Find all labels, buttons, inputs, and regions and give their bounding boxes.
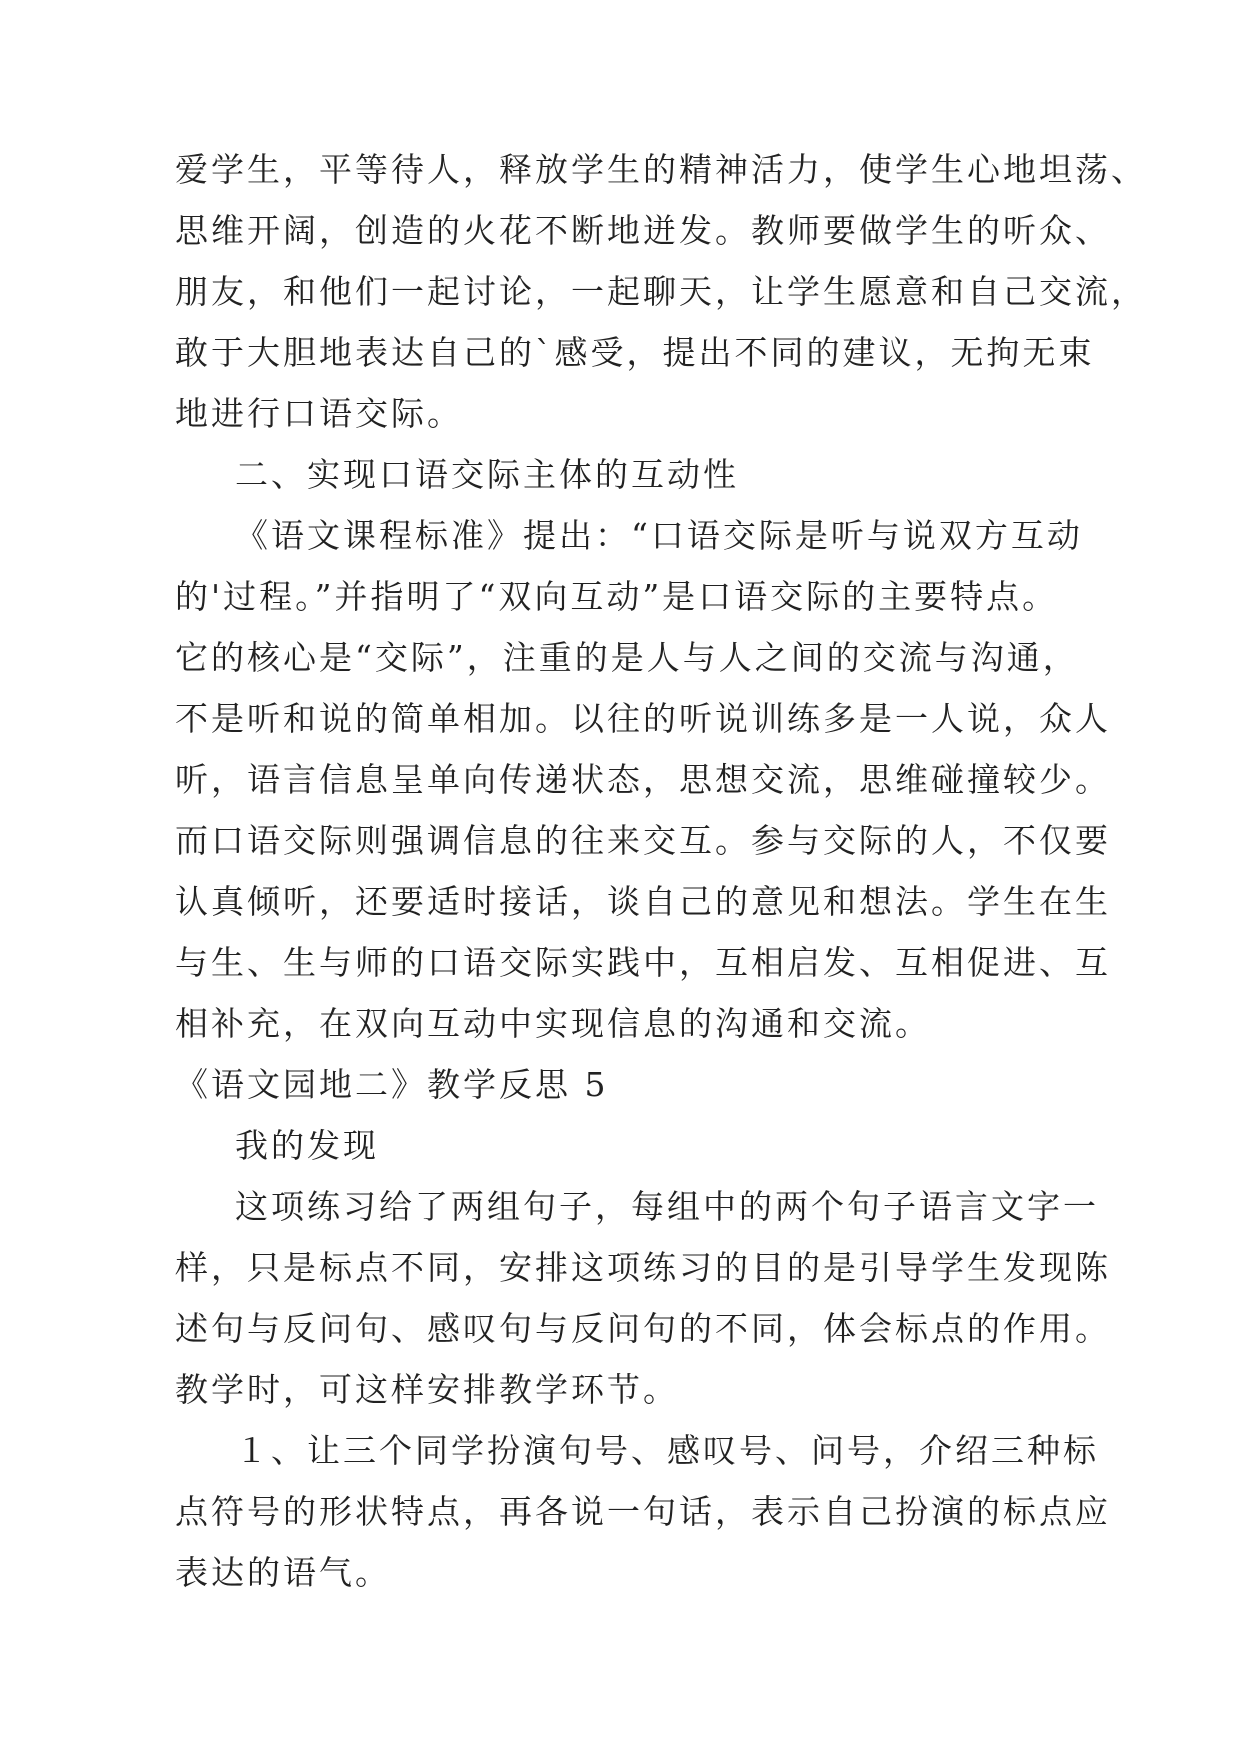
text-line: 点符号的形状特点，再各说一句话，表示自己扮演的标点应: [175, 1492, 1111, 1531]
text-line: 它的核心是“交际”，注重的是人与人之间的交流与沟通，: [175, 638, 1079, 677]
document-title: 《语文园地二》教学反思 5: [175, 1065, 609, 1104]
text-line: 认真倾听，还要适时接话，谈自己的意见和想法。学生在生: [175, 882, 1111, 921]
text-line: 与生、生与师的口语交际实践中，互相启发、互相促进、互: [175, 943, 1111, 982]
text-line: 不是听和说的简单相加。以往的听说训练多是一人说，众人: [175, 699, 1111, 738]
text-line: 敢于大胆地表达自己的`感受，提出不同的建议，无拘无束: [175, 333, 1095, 372]
text-line: １、让三个同学扮演句号、感叹号、问号，介绍三种标: [235, 1431, 1099, 1470]
text-line: 朋友，和他们一起讨论，一起聊天，让学生愿意和自己交流，: [175, 272, 1147, 311]
text-line: 述句与反问句、感叹句与反问句的不同，体会标点的作用。: [175, 1309, 1111, 1348]
text-line: 教学时，可这样安排教学环节。: [175, 1370, 679, 1409]
text-line: 相补充，在双向互动中实现信息的沟通和交流。: [175, 1004, 931, 1043]
section-heading: 我的发现: [235, 1126, 379, 1165]
text-line: 而口语交际则强调信息的往来交互。参与交际的人，不仅要: [175, 821, 1111, 860]
text-line: 样，只是标点不同，安排这项练习的目的是引导学生发现陈: [175, 1248, 1111, 1287]
text-line: 的'过程。”并指明了“双向互动”是口语交际的主要特点。: [175, 577, 1059, 616]
text-line: 思维开阔，创造的火花不断地迸发。教师要做学生的听众、: [175, 211, 1111, 250]
text-line: 这项练习给了两组句子，每组中的两个句子语言文字一: [235, 1187, 1099, 1226]
section-heading: 二、实现口语交际主体的互动性: [235, 455, 739, 494]
text-line: 爱学生，平等待人，释放学生的精神活力，使学生心地坦荡、: [175, 150, 1147, 189]
text-line: 《语文课程标准》提出：“口语交际是听与说双方互动: [235, 516, 1083, 555]
text-line: 地进行口语交际。: [175, 394, 463, 433]
text-line: 听，语言信息呈单向传递状态，思想交流，思维碰撞较少。: [175, 760, 1111, 799]
text-line: 表达的语气。: [175, 1553, 391, 1592]
